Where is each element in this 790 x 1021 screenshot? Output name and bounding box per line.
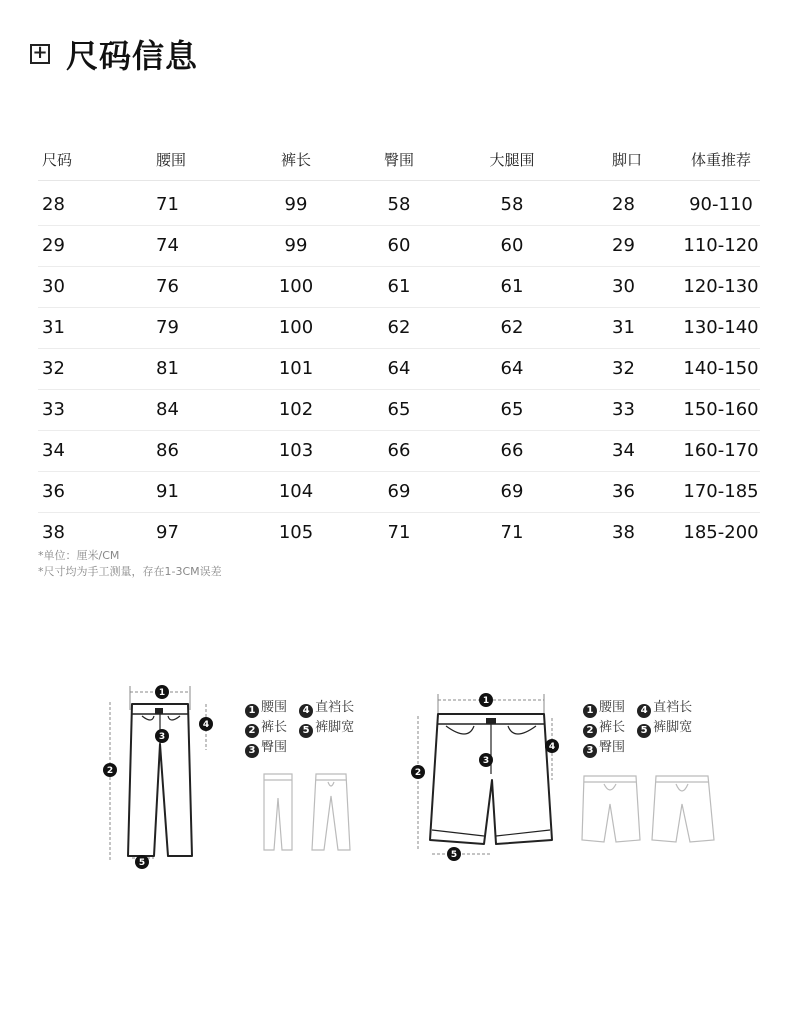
table-row xyxy=(38,349,760,390)
legend-num-5: 5 xyxy=(637,724,651,738)
table-row xyxy=(38,472,760,513)
cell-size: 38 xyxy=(42,522,65,543)
cell-thigh: 65 xyxy=(500,399,524,420)
marker-2: 2 xyxy=(106,766,114,776)
unit-note: *单位：厘米/CM xyxy=(38,549,120,562)
legend-num-5: 5 xyxy=(299,724,313,738)
size-table xyxy=(38,140,760,553)
measurement-notes xyxy=(38,548,222,580)
cell-size: 34 xyxy=(42,440,65,461)
cell-thigh: 66 xyxy=(500,440,524,461)
column-header-weight: 体重推荐 xyxy=(690,151,751,169)
cell-waist: 91 xyxy=(156,481,179,502)
legend-num-4: 4 xyxy=(637,704,651,718)
cell-weight: 140-150 xyxy=(683,358,759,379)
legend-num-3: 3 xyxy=(245,744,259,758)
legend-leg-opening: 裤脚宽 xyxy=(653,720,693,735)
cell-length: 101 xyxy=(278,358,314,379)
cell-hip: 64 xyxy=(387,358,411,379)
shorts-thumbnails xyxy=(578,770,718,846)
cell-leg-opening: 38 xyxy=(612,522,635,543)
cell-hip: 58 xyxy=(387,194,411,215)
cell-weight: 130-140 xyxy=(683,317,759,338)
table-header-row xyxy=(38,140,760,181)
cell-hip: 61 xyxy=(387,276,411,297)
marker-3: 3 xyxy=(158,732,166,742)
cell-length: 102 xyxy=(278,399,314,420)
cell-waist: 81 xyxy=(156,358,179,379)
cell-hip: 69 xyxy=(387,481,411,502)
legend-num-2: 2 xyxy=(583,724,597,738)
cell-leg-opening: 30 xyxy=(612,276,635,297)
table-row xyxy=(38,185,760,226)
cell-waist: 79 xyxy=(156,317,179,338)
legend-leg-opening: 裤脚宽 xyxy=(315,720,355,735)
column-header-leg-opening: 脚口 xyxy=(612,151,643,169)
cell-waist: 71 xyxy=(156,194,179,215)
marker-4: 4 xyxy=(548,742,556,752)
cell-leg-opening: 34 xyxy=(612,440,635,461)
cell-waist: 97 xyxy=(156,522,179,543)
trousers-legend xyxy=(245,698,362,758)
marker-2: 2 xyxy=(414,768,422,778)
column-header-hip: 臀围 xyxy=(383,151,414,169)
cell-size: 31 xyxy=(42,317,65,338)
cell-weight: 120-130 xyxy=(683,276,759,297)
table-row xyxy=(38,226,760,267)
legend-hip: 臀围 xyxy=(261,740,288,755)
cell-weight: 110-120 xyxy=(683,235,759,256)
legend-waist: 腰围 xyxy=(599,700,626,715)
table-row xyxy=(38,431,760,472)
legend-num-2: 2 xyxy=(245,724,259,738)
cell-leg-opening: 33 xyxy=(612,399,635,420)
shorts-legend xyxy=(583,698,700,758)
cell-waist: 86 xyxy=(156,440,179,461)
cell-leg-opening: 29 xyxy=(612,235,635,256)
tolerance-note: *尺寸均为手工测量，存在1-3CM误差 xyxy=(38,565,222,578)
column-header-waist: 腰围 xyxy=(156,151,187,169)
cell-size: 30 xyxy=(42,276,65,297)
cell-waist: 84 xyxy=(156,399,179,420)
legend-num-1: 1 xyxy=(245,704,259,718)
cell-hip: 65 xyxy=(387,399,411,420)
marker-4: 4 xyxy=(202,720,210,730)
table-row xyxy=(38,308,760,349)
cell-weight: 185-200 xyxy=(683,522,759,543)
expand-icon[interactable]: + xyxy=(30,44,50,64)
cell-length: 100 xyxy=(278,317,314,338)
legend-front-rise: 直裆长 xyxy=(315,700,355,715)
cell-length: 99 xyxy=(284,194,308,215)
cell-thigh: 69 xyxy=(500,481,524,502)
legend-num-4: 4 xyxy=(299,704,313,718)
marker-5: 5 xyxy=(138,858,146,868)
table-row xyxy=(38,267,760,308)
cell-hip: 60 xyxy=(387,235,411,256)
section-header xyxy=(30,32,198,76)
legend-num-3: 3 xyxy=(583,744,597,758)
cell-thigh: 71 xyxy=(500,522,524,543)
cell-size: 36 xyxy=(42,481,65,502)
cell-length: 103 xyxy=(278,440,314,461)
table-row xyxy=(38,390,760,431)
legend-hip: 臀围 xyxy=(599,740,626,755)
column-header-size: 尺码 xyxy=(42,151,73,169)
cell-length: 100 xyxy=(278,276,314,297)
cell-thigh: 64 xyxy=(500,358,524,379)
cell-length: 104 xyxy=(278,481,314,502)
shorts-measurement-diagram xyxy=(404,690,566,866)
cell-length: 99 xyxy=(284,235,308,256)
column-header-length: 裤长 xyxy=(280,151,311,169)
cell-size: 28 xyxy=(42,194,65,215)
cell-hip: 71 xyxy=(387,522,411,543)
legend-length: 裤长 xyxy=(599,720,626,735)
legend-length: 裤长 xyxy=(261,720,288,735)
cell-weight: 160-170 xyxy=(683,440,759,461)
cell-weight: 90-110 xyxy=(689,194,753,215)
table-row xyxy=(38,513,760,553)
legend-waist: 腰围 xyxy=(261,700,288,715)
cell-leg-opening: 32 xyxy=(612,358,635,379)
marker-5: 5 xyxy=(450,850,458,860)
column-header-thigh: 大腿围 xyxy=(489,151,535,169)
cell-size: 29 xyxy=(42,235,65,256)
cell-thigh: 61 xyxy=(500,276,524,297)
legend-num-1: 1 xyxy=(583,704,597,718)
cell-thigh: 60 xyxy=(500,235,524,256)
trousers-measurement-diagram xyxy=(96,680,226,872)
cell-waist: 76 xyxy=(156,276,179,297)
marker-3: 3 xyxy=(482,756,490,766)
cell-thigh: 62 xyxy=(500,317,524,338)
cell-weight: 170-185 xyxy=(683,481,759,502)
cell-weight: 150-160 xyxy=(683,399,759,420)
marker-1: 1 xyxy=(158,688,166,698)
page-title: 尺码信息 xyxy=(66,37,199,75)
cell-size: 32 xyxy=(42,358,65,379)
trousers-thumbnails xyxy=(258,768,358,858)
cell-waist: 74 xyxy=(156,235,179,256)
legend-front-rise: 直裆长 xyxy=(653,700,693,715)
marker-1: 1 xyxy=(482,696,490,706)
cell-leg-opening: 31 xyxy=(612,317,635,338)
cell-thigh: 58 xyxy=(500,194,524,215)
cell-hip: 62 xyxy=(387,317,411,338)
cell-leg-opening: 36 xyxy=(612,481,635,502)
cell-length: 105 xyxy=(278,522,314,543)
cell-leg-opening: 28 xyxy=(612,194,635,215)
cell-hip: 66 xyxy=(387,440,411,461)
cell-size: 33 xyxy=(42,399,65,420)
